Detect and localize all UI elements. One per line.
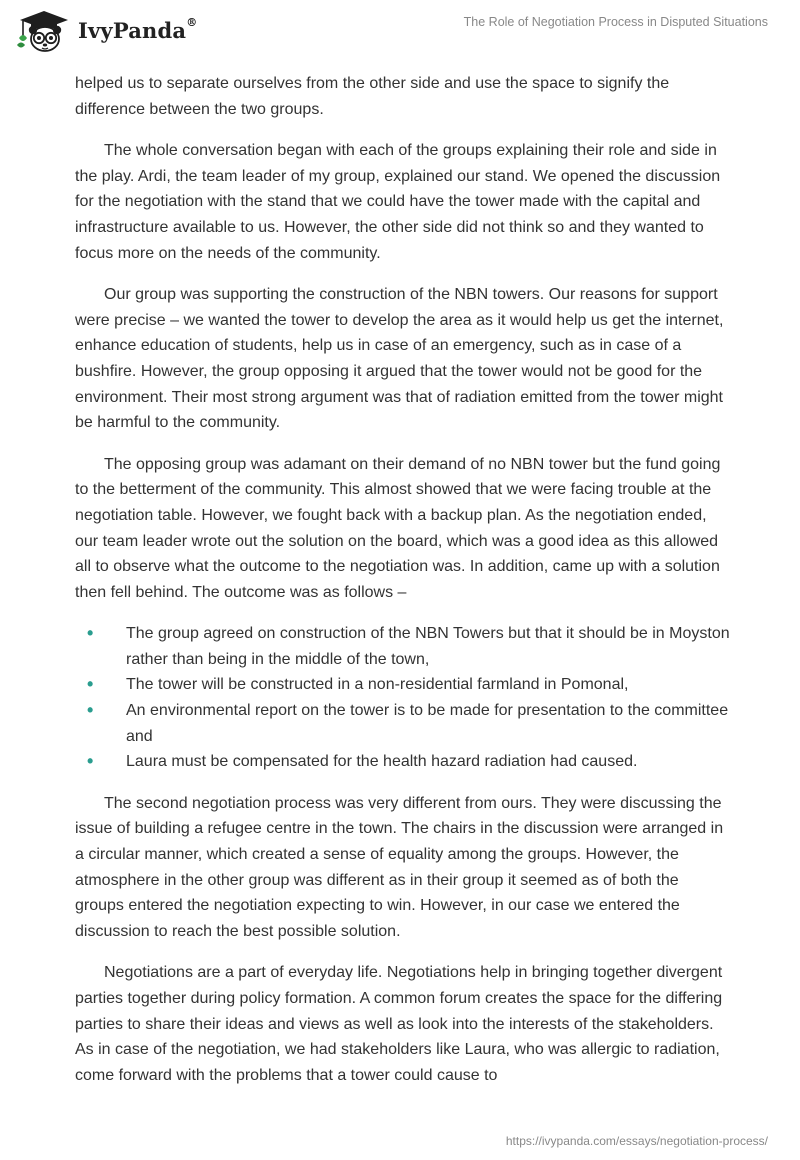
list-item-text: The tower will be constructed in a non-residential farmland in Pomonal, [126, 676, 629, 694]
list-item [75, 621, 730, 672]
paragraph: Negotiations are a part of everyday life. Negotiations help in bringing together divergent parties together during policy formation. A common forum creates the space for the differing parties to share their ideas and views as well as look into the interests of the stakeholders. As in case of the negotiation, we had stakeholders like Laura, who was allergic to radiation, come forward with the problems that a tower could cause to [75, 964, 723, 1084]
bullet-icon: • [87, 751, 94, 772]
bullet-icon: • [87, 674, 94, 695]
source-url[interactable]: https://ivypanda.com/essays/negotiation-process/ [505, 1134, 768, 1148]
panda-graduate-icon [14, 8, 72, 54]
paragraph: The second negotiation process was very different from ours. They were discussing the issue of building a refugee centre in the town. The chairs in the discussion were arranged in a circular manner, which created a sense of equality among the groups. However, the atmosphere in the other group was different as in their group it seemed as of both the groups entered the negotiation expecting to win. However, in our case we entered the discussion to reach the best possible solution. [75, 794, 724, 940]
registered-mark: ® [186, 16, 198, 29]
paragraph: The opposing group was adamant on their demand of no NBN tower but the fund going to the betterment of the community. This almost showed that we were facing trouble at the negotiation table. However, we fought back with a backup plan. As the negotiation ended, our team leader wrote out the solution on the board, which was a good idea as this allowed all to observe what the outcome to the negotiation was. In addition, came up with a solution then fell behind. The outcome was as follows – [75, 455, 721, 601]
list-item [75, 672, 730, 698]
list-item-text: The group agreed on construction of the NBN Towers but that it should be in Moyston rather than being in the middle of the town, [126, 625, 730, 668]
logo-wordmark [78, 18, 197, 43]
logo-name: IvyPanda [78, 18, 187, 43]
list-item [75, 749, 730, 775]
paragraph: The whole conversation began with each of the groups explaining their role and side in the play. Ardi, the team leader of my group, explained our stand. We opened the discussion for the negotiation with the stand that we could have the tower made with the capital and infrastructure available to us. However, the other side did not think so and they wanted to focus more on the needs of the community. [75, 142, 721, 262]
essay-body [75, 71, 730, 1104]
outcome-list [75, 621, 730, 775]
paragraph: Our group was supporting the construction of the NBN towers. Our reasons for support were precise – we wanted the tower to develop the area as it would help us get the internet, enhance education of students, help us in case of an emergency, such as in case of a bushfire. However, the group opposing it argued that the tower would not be good for the environment. Their most strong argument was that of radiation emitted from the tower might be harmful to the community. [75, 286, 724, 432]
list-item [75, 698, 730, 749]
paragraph: helped us to separate ourselves from the other side and use the space to signify the difference between the two groups. [75, 75, 670, 118]
bullet-icon: • [87, 700, 94, 721]
document-title: The Role of Negotiation Process in Disputed Situations [463, 15, 768, 29]
page-header [0, 0, 800, 70]
list-item-text: Laura must be compensated for the health hazard radiation had caused. [126, 753, 638, 771]
ivypanda-logo[interactable] [14, 8, 214, 54]
bullet-icon: • [87, 623, 94, 644]
list-item-text: An environmental report on the tower is to be made for presentation to the committee and [126, 702, 729, 745]
